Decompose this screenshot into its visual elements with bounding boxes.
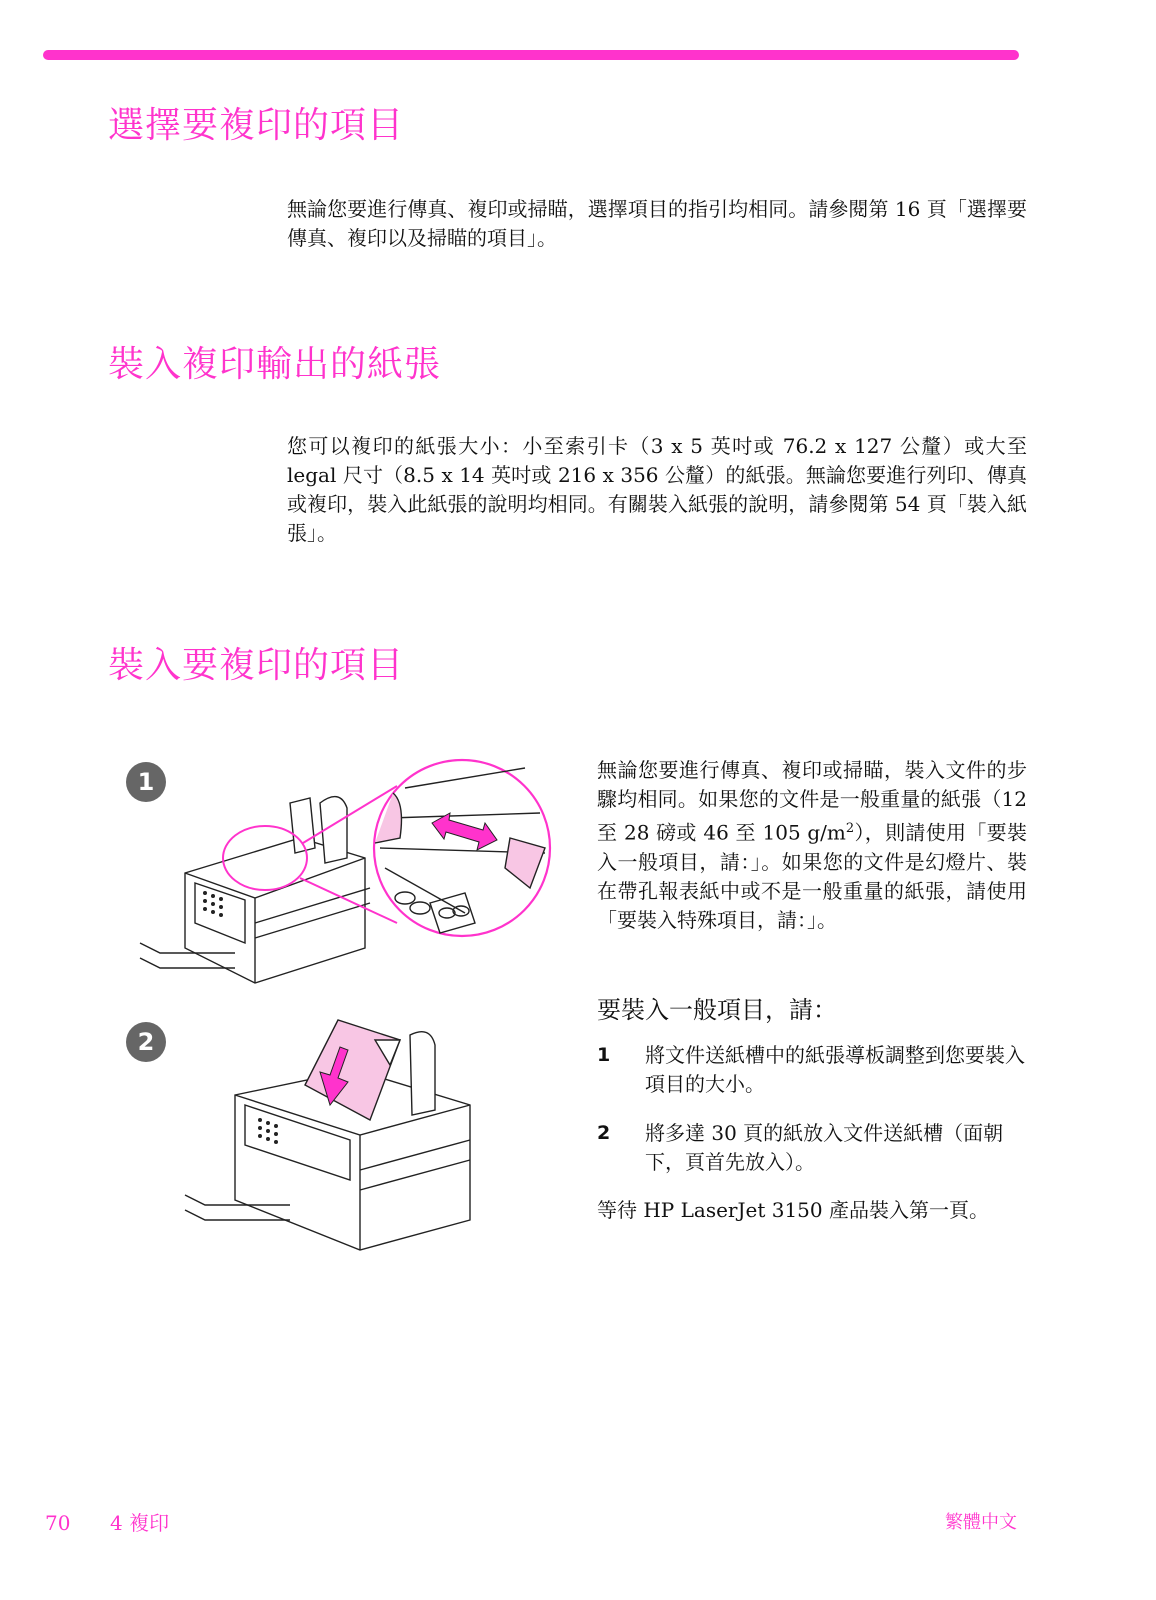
footer-chapter: 4 複印 bbox=[110, 1511, 170, 1535]
step-1 bbox=[597, 1041, 1027, 1099]
header-accent-bar bbox=[43, 50, 1019, 60]
section-title-load-copy-items: 裝入要複印的項目 bbox=[108, 645, 405, 686]
footer-page-number: 70 bbox=[45, 1511, 71, 1535]
step-2 bbox=[597, 1119, 1027, 1177]
figure-badge-2: 2 bbox=[126, 1022, 166, 1062]
closing-text: 等待 HP LaserJet 3150 產品裝入第一頁。 bbox=[597, 1198, 989, 1222]
intro-text-part2: ），則請使用「要裝入一般項目，請：」。如果您的文件是幻燈片、裝在帶孔報表紙中或不是一般重量的紙張，請使用「要裝入特殊項目，請：」。 bbox=[597, 820, 1027, 932]
subheading-load-normal-items: 要裝入一般項目，請： bbox=[597, 996, 837, 1024]
section-title-select-items: 選擇要複印的項目 bbox=[108, 105, 405, 146]
figure-badge-1: 1 bbox=[126, 762, 166, 802]
intro-superscript: 2 bbox=[845, 821, 855, 836]
step-number: 2 bbox=[597, 1122, 611, 1144]
intro-text-part1: 無論您要進行傳真、複印或掃瞄，裝入文件的步驟均相同。如果您的文件是一般重量的紙張（12 至 28 磅或 46 至 105 g/m bbox=[597, 758, 1027, 845]
step-text: 將文件送紙槽中的紙張導板調整到您要裝入項目的大小。 bbox=[645, 1043, 1025, 1096]
section-body-load-output-paper: 您可以複印的紙張大小：小至索引卡（3 x 5 英吋或 76.2 x 127 公釐）或大至 legal 尺寸（8.5 x 14 英吋或 216 x 356 公釐）的紙張。無論您要進行列印、傳真或複印，裝入此紙張的說明均相同。有關裝入紙張的說明，請參閱第 54 頁「裝入紙張」。 bbox=[287, 434, 1027, 545]
load-items-intro bbox=[597, 756, 1027, 935]
section-title-load-output-paper: 裝入複印輸出的紙張 bbox=[108, 344, 442, 385]
step-text: 將多達 30 頁的紙放入文件送紙槽（面朝下，頁首先放入）。 bbox=[645, 1121, 1004, 1174]
step-number: 1 bbox=[597, 1044, 611, 1066]
footer-language: 繁體中文 bbox=[945, 1512, 1017, 1533]
figure-adjust-paper-guides bbox=[135, 748, 565, 998]
section-body-select-items: 無論您要進行傳真、複印或掃瞄，選擇項目的指引均相同。請參閱第 16 頁「選擇要傳真、複印以及掃瞄的項目」。 bbox=[287, 197, 1027, 250]
figure-load-document bbox=[180, 1010, 480, 1260]
